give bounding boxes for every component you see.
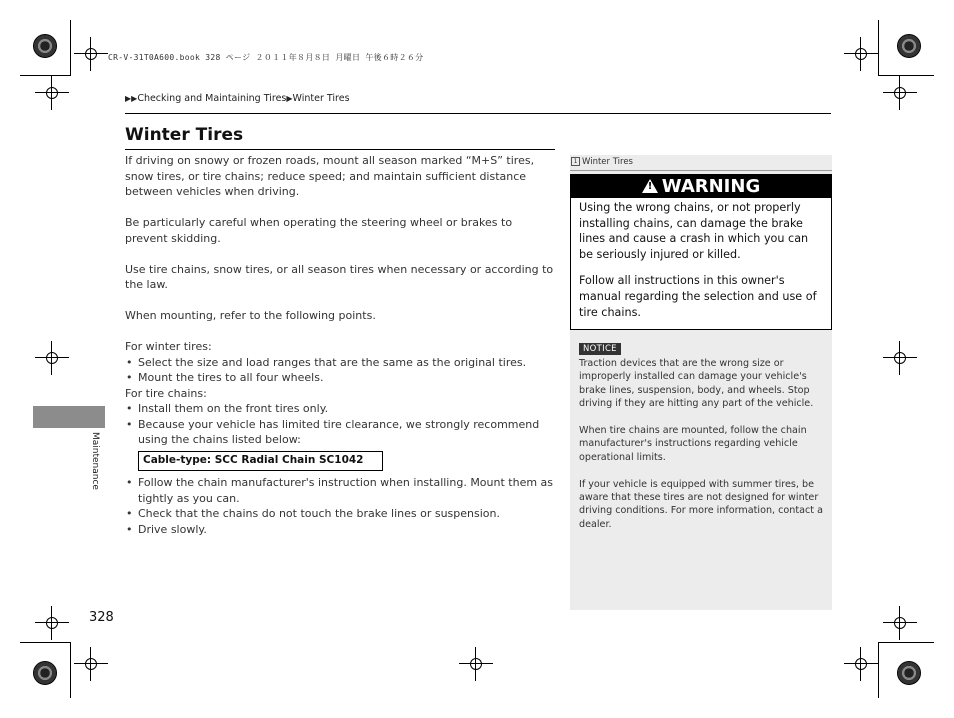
crop-line	[878, 20, 879, 76]
book-header: CR-V-31T0A600.book 328 ページ ２０１１年８月８日 月曜日 午後６時２６分	[108, 53, 424, 62]
list-item: • Mount the tires to all four wheels.	[125, 370, 557, 386]
breadcrumb-arrows-icon: ▶▶	[125, 94, 138, 103]
mounting-paragraph: When mounting, refer to the following points.	[125, 309, 376, 322]
tire-chains-list-continued	[125, 475, 557, 537]
warning-header	[571, 175, 831, 198]
sidebar-reference	[571, 157, 633, 167]
title-divider	[125, 149, 555, 150]
breadcrumb-section[interactable]: Checking and Maintaining Tires	[137, 93, 287, 104]
list-item: • Check that the chains do not touch the brake lines or suspension.	[125, 506, 557, 522]
warning-body	[579, 200, 825, 331]
tire-chains-heading: For tire chains:	[125, 386, 207, 400]
breadcrumb-current: Winter Tires	[292, 93, 350, 104]
crop-line	[878, 75, 934, 76]
registration-rosette-icon	[897, 661, 921, 685]
crop-line	[20, 75, 70, 76]
caution-paragraph: Be particularly careful when operating the steering wheel or brakes to prevent skidding.	[125, 216, 513, 245]
crop-line	[878, 642, 934, 643]
crosshair-mark-icon	[891, 614, 909, 632]
breadcrumb	[125, 93, 350, 104]
warning-title: WARNING	[661, 176, 761, 197]
registration-rosette-icon	[897, 34, 921, 58]
sidebar-reference-title: Winter Tires	[582, 157, 633, 167]
crop-line	[70, 642, 71, 698]
list-item: • Drive slowly.	[125, 522, 557, 538]
header-divider	[125, 113, 831, 114]
crosshair-mark-icon	[852, 45, 870, 63]
list-item: • Follow the chain manufacturer's instruction when installing. Mount them as tightly as you can.	[125, 475, 557, 506]
crosshair-mark-icon	[891, 84, 909, 102]
notice-paragraph: Traction devices that are the wrong size or improperly installed can damage your vehicle's brake lines, suspension, body, and wheels. Stop driving if they are hitting any part of the vehicle.	[579, 358, 814, 410]
registration-rosette-icon	[33, 34, 57, 58]
breadcrumb-separator-icon: ▶	[286, 94, 293, 103]
crop-line	[878, 642, 879, 698]
intro-paragraph: If driving on snowy or frozen roads, mount all season marked “M+S” tires, snow tires, or tire chains; reduce speed; and maintain sufficient distance between vehicles when driving.	[125, 154, 535, 198]
warning-triangle-icon: !	[642, 179, 658, 193]
tire-chains-list	[125, 401, 557, 448]
list-item: • Select the size and load ranges that are the same as the original tires.	[125, 355, 557, 371]
crop-line	[70, 20, 71, 76]
crosshair-mark-icon	[43, 84, 61, 102]
page-title: Winter Tires	[125, 125, 244, 145]
crosshair-mark-icon	[467, 655, 485, 673]
cable-type-box: Cable-type: SCC Radial Chain SC1042	[138, 451, 383, 472]
crosshair-mark-icon	[891, 349, 909, 367]
winter-tires-list	[125, 355, 557, 386]
crop-line	[20, 642, 70, 643]
reference-marker-icon: 1	[571, 157, 580, 166]
law-paragraph: Use tire chains, snow tires, or all season tires when necessary or according to the law.	[125, 262, 554, 291]
notice-paragraph: If your vehicle is equipped with summer tires, be aware that these tires are not designed for winter driving conditions. For more information, contact a dealer.	[579, 478, 823, 530]
page-number: 328	[89, 610, 114, 625]
warning-paragraph: Using the wrong chains, or not properly installing chains, can damage the brake lines and cause a crash in which you can be seriously injured or killed.	[579, 201, 809, 261]
crosshair-mark-icon	[43, 614, 61, 632]
section-tab-label: Maintenance	[90, 432, 100, 490]
list-item: • Install them on the front tires only.	[125, 401, 557, 417]
warning-paragraph: Follow all instructions in this owner's manual regarding the selection and use of tire chains.	[579, 274, 817, 319]
crosshair-mark-icon	[852, 655, 870, 673]
sidebar-divider	[570, 170, 832, 171]
list-item: • Because your vehicle has limited tire clearance, we strongly recommend using the chains listed below:	[125, 417, 557, 448]
crosshair-mark-icon	[82, 655, 100, 673]
winter-tires-heading: For winter tires:	[125, 340, 212, 353]
registration-rosette-icon	[33, 661, 57, 685]
crosshair-mark-icon	[43, 349, 61, 367]
crosshair-mark-icon	[82, 45, 100, 63]
notice-body	[579, 357, 825, 545]
section-tab[interactable]	[33, 406, 105, 428]
main-content	[125, 153, 557, 537]
notice-paragraph: When tire chains are mounted, follow the chain manufacturer's instructions regarding vehicle operational limits.	[579, 425, 807, 463]
notice-badge: NOTICE	[579, 343, 621, 355]
